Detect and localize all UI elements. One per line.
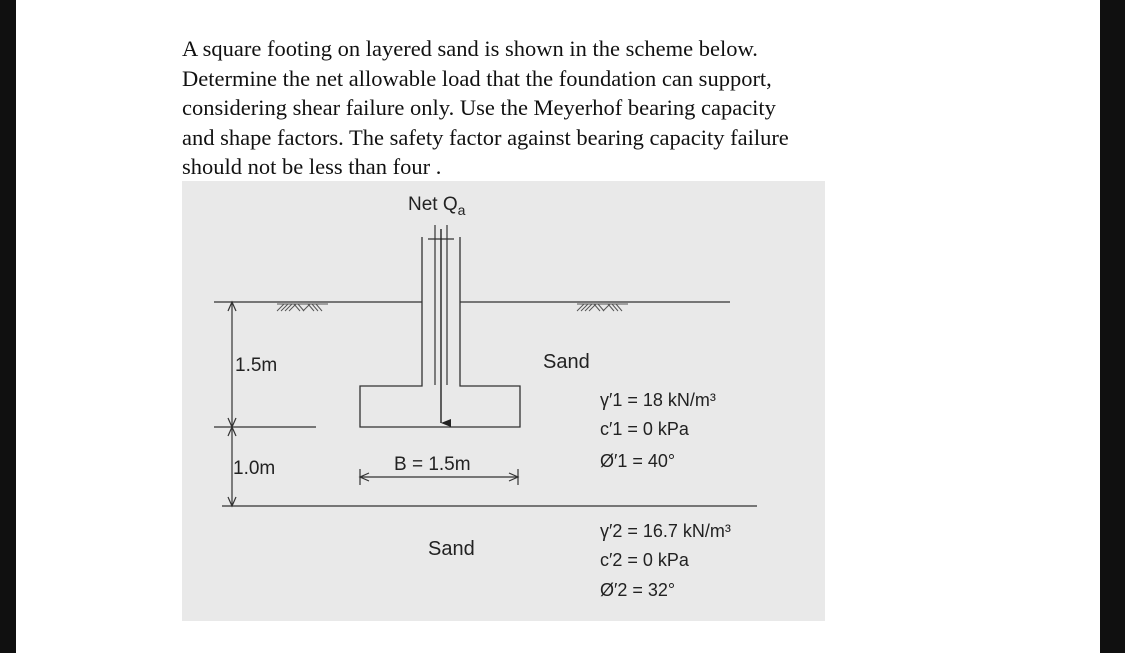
- problem-line: and shape factors. The safety factor against bearing capacity failure: [182, 124, 789, 150]
- ground-hatch-right: [577, 304, 628, 311]
- problem-line: A square footing on layered sand is shown in the scheme below.: [182, 36, 758, 61]
- layer2-name: Sand: [428, 538, 475, 560]
- problem-line: Determine the net allowable load that the foundation can support,: [182, 65, 772, 91]
- layer1-phi: Ø′1 = 40°: [600, 451, 676, 471]
- footing-diagram: [182, 181, 825, 621]
- ground-hatch-left: [277, 304, 328, 311]
- left-edge-bar: [0, 0, 16, 653]
- width-label: B = 1.5m: [394, 454, 471, 475]
- layer-gap-label: 1.0m: [233, 458, 276, 479]
- problem-line: considering shear failure only. Use the Meyerhof bearing capacity: [182, 95, 776, 120]
- layer2-cohesion: c′2 = 0 kPa: [600, 550, 689, 570]
- layer2-gamma: γ′2 = 16.7 kN/m³: [600, 521, 731, 541]
- depth-label: 1.5m: [235, 355, 278, 376]
- layer2-phi: Ø′2 = 32°: [600, 580, 676, 600]
- net-load-label: Net $Q_a$: [408, 194, 466, 218]
- footing-diagram-svg: [182, 181, 825, 621]
- layer1-cohesion: c′1 = 0 kPa: [600, 419, 689, 439]
- layer1-gamma: γ′1 = 18 kN/m³: [600, 390, 716, 410]
- problem-statement: [182, 34, 902, 182]
- footing-outline: [360, 237, 520, 427]
- problem-line: should not be less than four .: [182, 154, 442, 179]
- layer1-name: Sand: [543, 351, 590, 373]
- right-edge-bar: [1100, 0, 1125, 653]
